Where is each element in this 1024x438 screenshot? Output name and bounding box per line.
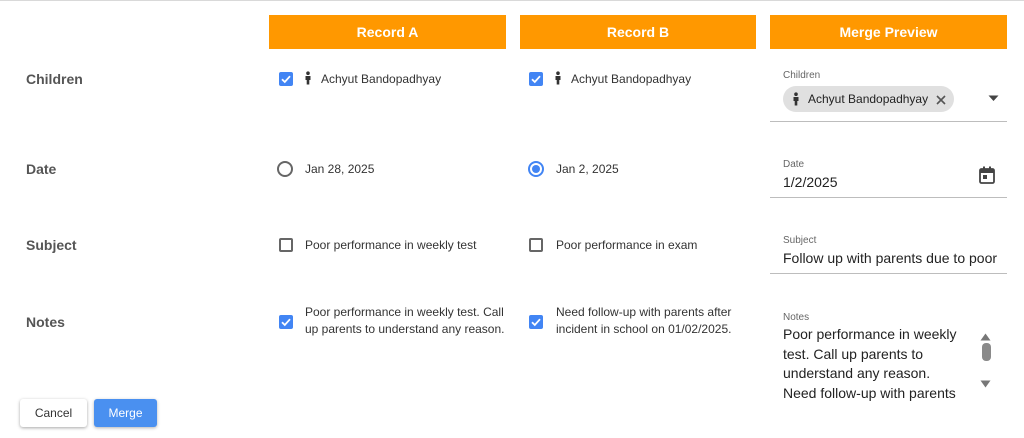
check-icon xyxy=(529,72,543,86)
row-label-notes: Notes xyxy=(26,314,65,330)
notes-line: Poor performance in weekly test. Call xyxy=(305,305,504,319)
row-label-date: Date xyxy=(26,161,57,177)
record-a-subject-value: Poor performance in weekly test xyxy=(305,238,477,252)
merge-children-chip[interactable] xyxy=(783,86,954,112)
row-label-children: Children xyxy=(26,71,83,87)
chip-label: Achyut Bandopadhyay xyxy=(808,92,929,106)
merge-notes-textarea[interactable] xyxy=(783,325,973,401)
record-b-notes-value xyxy=(556,304,731,338)
check-icon xyxy=(279,315,293,329)
record-b-subject-value: Poor performance in exam xyxy=(556,238,698,252)
record-b-children-checkbox[interactable] xyxy=(529,72,543,86)
merge-subject-underline xyxy=(770,273,1007,274)
notes-line: understand any reason. xyxy=(783,365,931,381)
merge-date-label: Date xyxy=(783,159,805,170)
merge-date-underline xyxy=(770,197,1007,198)
merge-children-underline xyxy=(770,121,1007,122)
merge-date-input[interactable]: 1/2/2025 xyxy=(783,174,838,190)
chevron-down-icon[interactable] xyxy=(988,89,999,107)
merge-subject-input[interactable]: Follow up with parents due to poor xyxy=(783,250,998,266)
notes-line: Need follow-up with parents after xyxy=(556,305,732,319)
record-a-date-radio[interactable] xyxy=(277,161,293,177)
header-record-a: Record A xyxy=(269,15,506,49)
person-icon xyxy=(791,92,801,106)
notes-line: up parents to understand any reason. xyxy=(305,322,505,336)
notes-scrollbar-thumb[interactable] xyxy=(982,343,991,361)
scroll-down-arrow-icon[interactable] xyxy=(980,375,991,393)
header-merge-preview: Merge Preview xyxy=(770,15,1007,49)
notes-line: incident in school on 01/02/2025. xyxy=(556,322,732,336)
merge-subject-label: Subject xyxy=(783,235,817,246)
cancel-button[interactable]: Cancel xyxy=(20,399,87,427)
record-b-children-value: Achyut Bandopadhyay xyxy=(571,72,692,86)
record-a-children-checkbox[interactable] xyxy=(279,72,293,86)
check-icon xyxy=(529,315,543,329)
person-icon xyxy=(303,71,313,90)
check-icon xyxy=(279,72,293,86)
record-b-date-value: Jan 2, 2025 xyxy=(556,162,619,176)
record-a-children-value: Achyut Bandopadhyay xyxy=(321,72,442,86)
person-icon xyxy=(553,71,563,90)
record-a-notes-value xyxy=(305,304,504,338)
merge-children-label: Children xyxy=(783,70,821,81)
notes-line: test. Call up parents to xyxy=(783,345,924,362)
merge-notes-label: Notes xyxy=(783,312,810,323)
top-border xyxy=(0,0,1024,1)
calendar-icon[interactable] xyxy=(979,166,995,189)
record-b-date-radio[interactable] xyxy=(528,161,544,177)
record-b-subject-checkbox[interactable] xyxy=(529,238,543,252)
record-b-notes-checkbox[interactable] xyxy=(529,315,543,329)
record-a-subject-checkbox[interactable] xyxy=(279,238,293,252)
row-label-subject: Subject xyxy=(26,237,77,253)
header-record-b: Record B xyxy=(520,15,756,49)
notes-line: Need follow-up with parents xyxy=(783,384,956,401)
close-icon[interactable] xyxy=(936,94,946,104)
merge-button[interactable]: Merge xyxy=(94,399,157,427)
record-a-notes-checkbox[interactable] xyxy=(279,315,293,329)
notes-line: Poor performance in weekly xyxy=(783,326,957,342)
record-a-date-value: Jan 28, 2025 xyxy=(305,162,375,176)
